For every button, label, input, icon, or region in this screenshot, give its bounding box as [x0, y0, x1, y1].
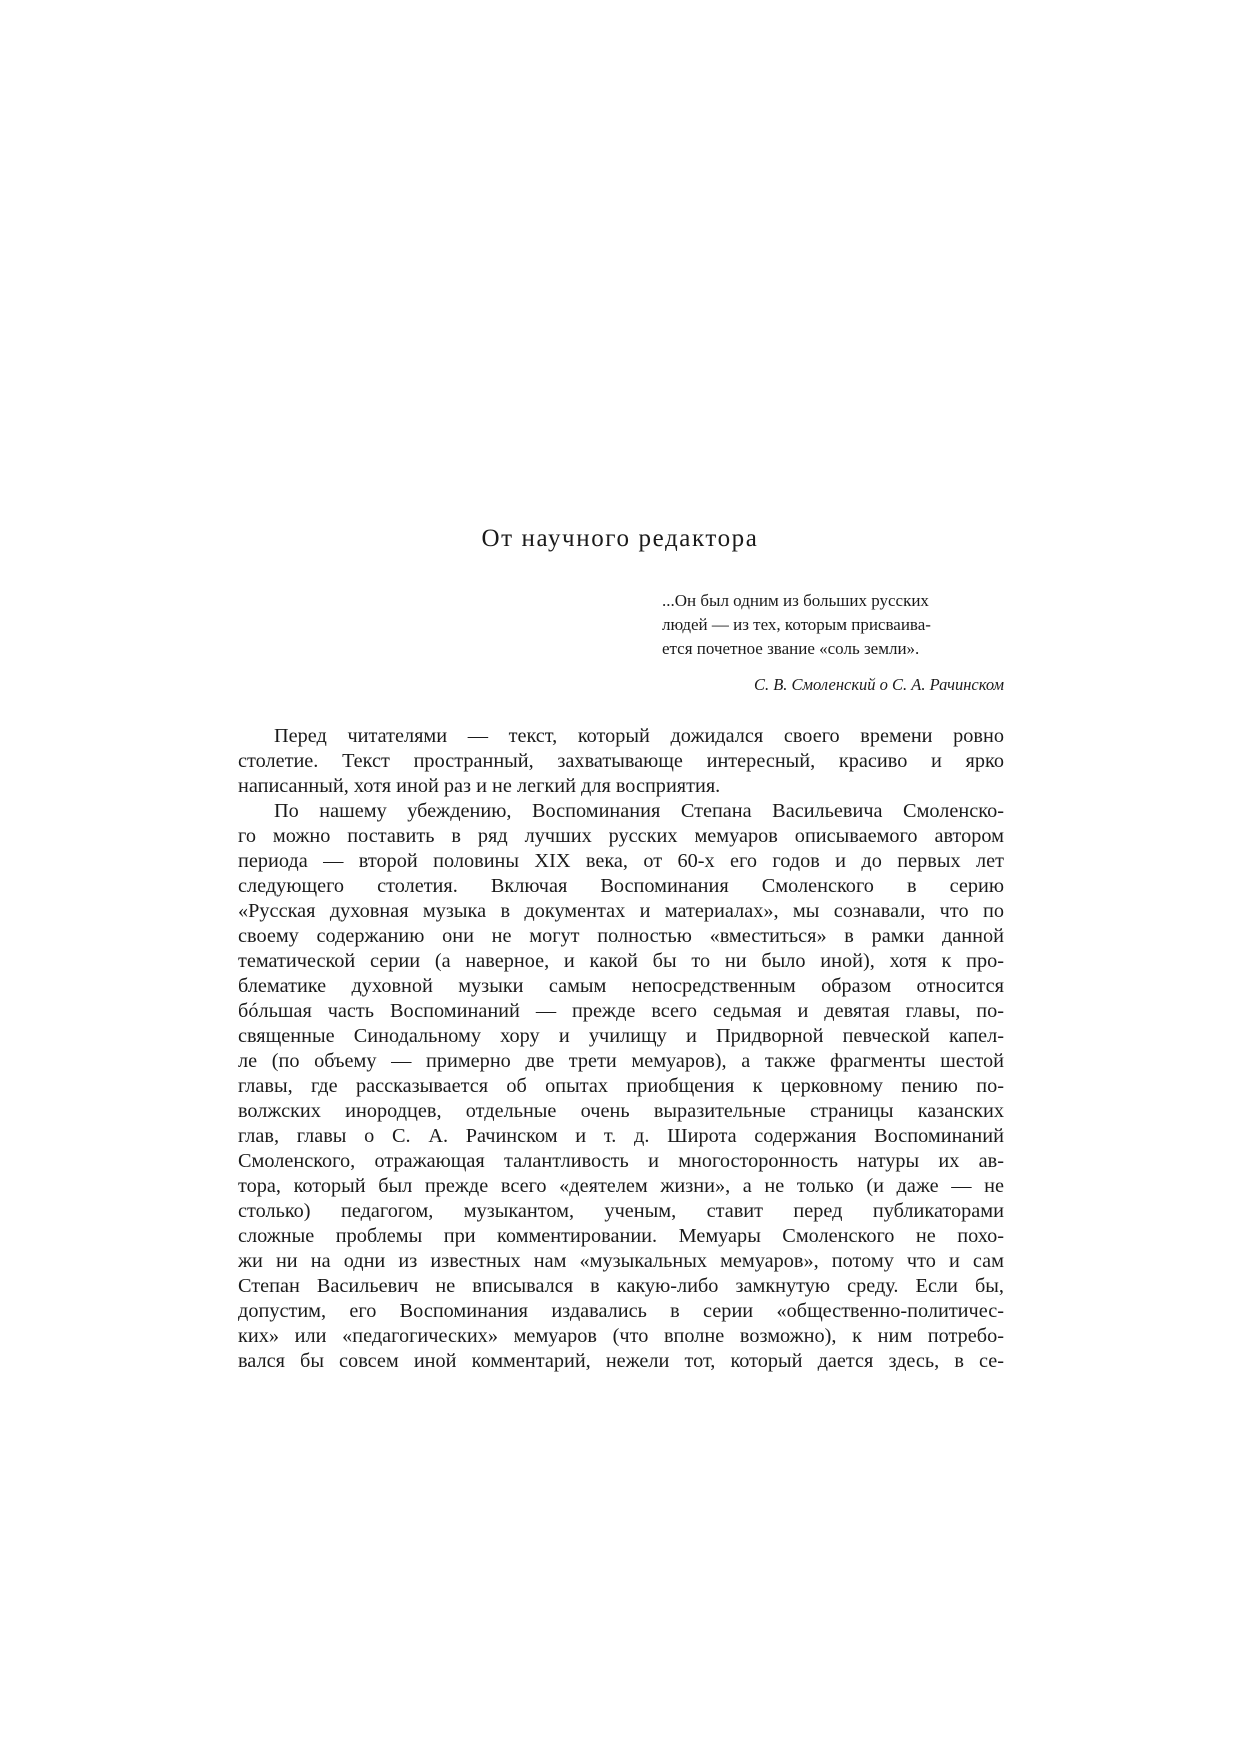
text-line: периода — второй половины XIX века, от 60-х его годов и до первых лет	[238, 850, 1004, 872]
text-line: го можно поставить в ряд лучших русских мемуаров описываемого автором	[238, 825, 1004, 847]
text-line: следующего столетия. Включая Воспоминания Смоленского в серию	[238, 875, 1004, 897]
text-line: столетие. Текст пространный, захватывающе интересный, красиво и ярко	[238, 750, 1004, 772]
body-text	[238, 724, 1004, 1374]
epigraph-source: С. В. Смоленский о С. А. Рачинском	[753, 675, 1004, 694]
text-line: ле (по объему — примерно две трети мемуаров), а также фрагменты шестой	[238, 1050, 1004, 1072]
text-line: глав, главы о С. А. Рачинском и т. д. Широта содержания Воспоминаний	[238, 1125, 1004, 1147]
text-line: блематике духовной музыки самым непосредственным образом относится	[238, 975, 1004, 997]
text-line: священные Синодальному хору и училищу и Придворной певческой капел-	[238, 1025, 1004, 1047]
text-line: тора, который был прежде всего «деятелем жизни», а не только (и даже — не	[238, 1175, 1004, 1197]
text-line: сложные проблемы при комментировании. Мемуары Смоленского не похо-	[238, 1225, 1004, 1247]
text-line: своему содержанию они не могут полностью «вместиться» в рамки данной	[238, 925, 1004, 947]
text-line: Смоленского, отражающая талантливость и многосторонность натуры их ав-	[238, 1150, 1004, 1172]
text-line: написанный, хотя иной раз и не легкий для восприятия.	[238, 775, 721, 797]
text-line: Перед читателями — текст, который дожидался своего времени ровно	[274, 725, 1004, 747]
text-line: вался бы совсем иной комментарий, нежели тот, который дается здесь, в се-	[238, 1350, 1004, 1372]
paragraph-2	[238, 799, 1004, 1374]
epigraph-line: ...Он был одним из больших русских	[662, 591, 929, 610]
text-line: жи ни на одни из известных нам «музыкальных мемуаров», потому что и сам	[238, 1250, 1004, 1272]
text-line: бóльшая часть Воспоминаний — прежде всего седьмая и девятая главы, по-	[238, 1000, 1004, 1022]
epigraph-quote	[662, 589, 1004, 661]
epigraph	[662, 589, 1004, 697]
text-line: столько) педагогом, музыкантом, ученым, ставит перед публикаторами	[238, 1200, 1004, 1222]
text-line: «Русская духовная музыка в документах и материалах», мы сознавали, что по	[238, 900, 1004, 922]
text-line: Степан Васильевич не вписывался в какую-либо замкнутую среду. Если бы,	[238, 1275, 1004, 1297]
text-line: ких» или «педагогических» мемуаров (что вполне возможно), к ним потребо-	[238, 1325, 1004, 1347]
text-line: главы, где рассказывается об опытах приобщения к церковному пению по-	[238, 1075, 1004, 1097]
epigraph-line: людей — из тех, которым присваива-	[662, 615, 931, 634]
paragraph-1	[238, 724, 1004, 799]
page-title: От научного редактора	[481, 525, 759, 552]
text-line: допустим, его Воспоминания издавались в серии «общественно-политичес-	[238, 1300, 1004, 1322]
text-line: тематической серии (а наверное, и какой бы то ни было иной), хотя к про-	[238, 950, 1004, 972]
text-line: волжских инородцев, отдельные очень выразительные страницы казанских	[238, 1100, 1004, 1122]
epigraph-line: ется почетное звание «соль земли».	[662, 639, 920, 658]
text-line: По нашему убеждению, Воспоминания Степана Васильевича Смоленско-	[274, 800, 1004, 822]
